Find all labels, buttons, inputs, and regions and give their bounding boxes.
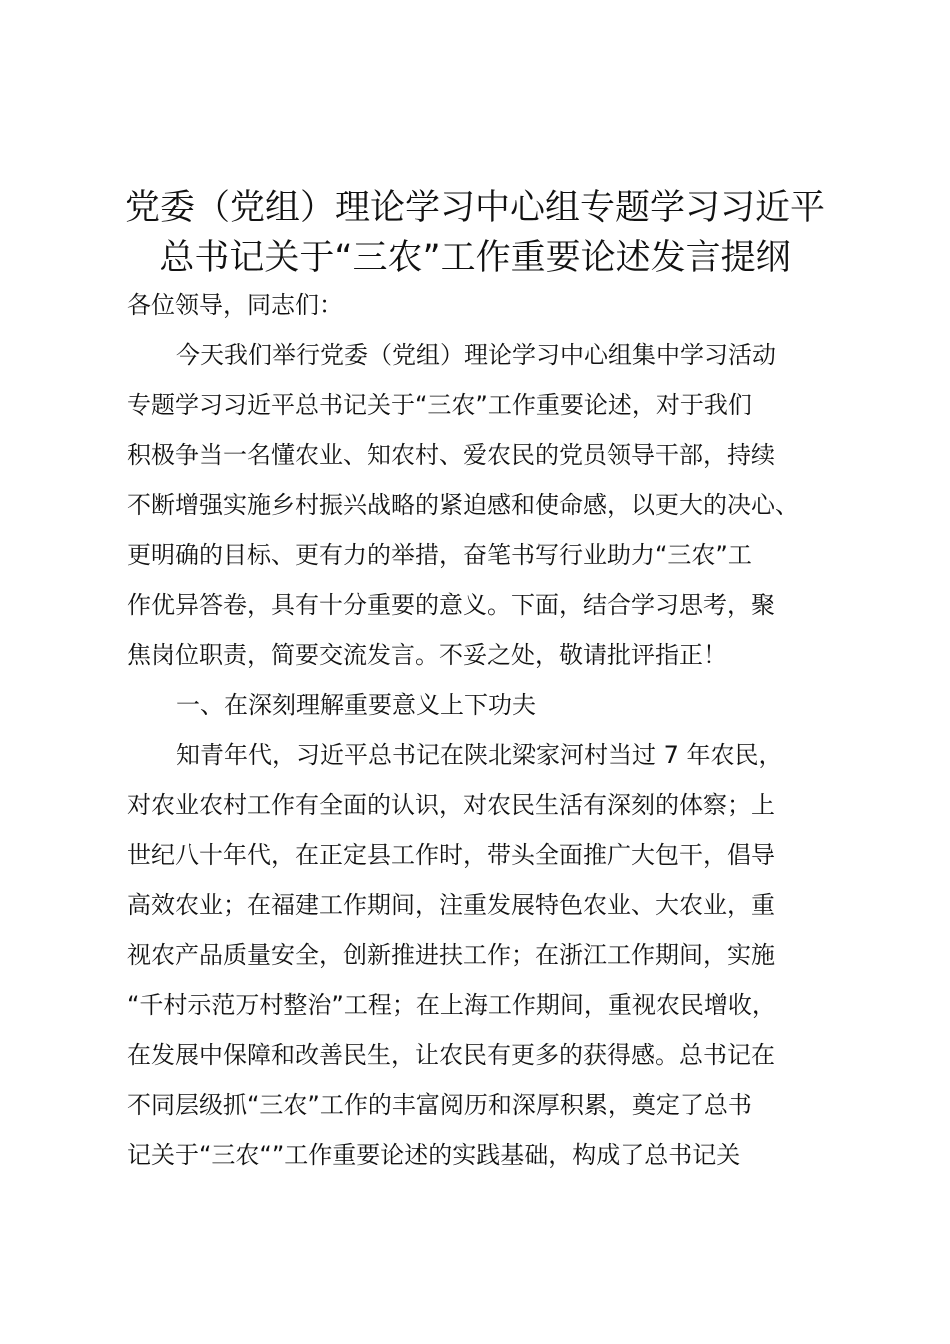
salutation: 各位领导，同志们：: [127, 291, 343, 319]
intro-line-5: 更明确的目标、更有力的举措，奋笔书写行业助力“三农”工: [127, 541, 752, 569]
document-title-line-2: 总书记关于“三农”工作重要论述发言提纲: [159, 238, 791, 278]
intro-line-3: 积极争当一名懂农业、知农村、爱农民的党员领导干部，持续: [127, 441, 775, 469]
intro-line-4: 不断增强实施乡村振兴战略的紧迫感和使命感，以更大的决心、: [127, 491, 799, 519]
body-line-6: “千村示范万村整治”工程；在上海工作期间，重视农民增收，: [127, 991, 776, 1019]
body-line-7: 在发展中保障和改善民生，让农民有更多的获得感。总书记在: [127, 1041, 775, 1069]
body-line-5: 视农产品质量安全，创新推进扶工作；在浙江工作期间，实施: [127, 941, 775, 969]
document-title-line-1: 党委（党组）理论学习中心组专题学习习近平: [124, 188, 825, 228]
intro-line-7: 焦岗位职责，简要交流发言。不妥之处，敬请批评指正！: [127, 641, 727, 669]
body-line-9: 记关于“三农“”工作重要论述的实践基础，构成了总书记关: [127, 1141, 741, 1169]
intro-line-2: 专题学习习近平总书记关于“三农”工作重要论述，对于我们: [127, 391, 752, 419]
body-line-2: 对农业农村工作有全面的认识，对农民生活有深刻的体察；上: [127, 791, 775, 819]
body-line-1: 知青年代，习近平总书记在陕北梁家河村当过 7 年农民，: [176, 741, 783, 769]
intro-line-6: 作优异答卷，具有十分重要的意义。下面，结合学习思考，聚: [127, 591, 775, 619]
body-line-3: 世纪八十年代，在正定县工作时，带头全面推广大包干，倡导: [127, 841, 775, 869]
section-heading: 一、在深刻理解重要意义上下功夫: [176, 691, 536, 719]
intro-line-1: 今天我们举行党委（党组）理论学习中心组集中学习活动: [176, 341, 776, 369]
body-line-8: 不同层级抓“三农”工作的丰富阅历和深厚积累，奠定了总书: [127, 1091, 752, 1119]
body-line-4: 高效农业；在福建工作期间，注重发展特色农业、大农业，重: [127, 891, 775, 919]
